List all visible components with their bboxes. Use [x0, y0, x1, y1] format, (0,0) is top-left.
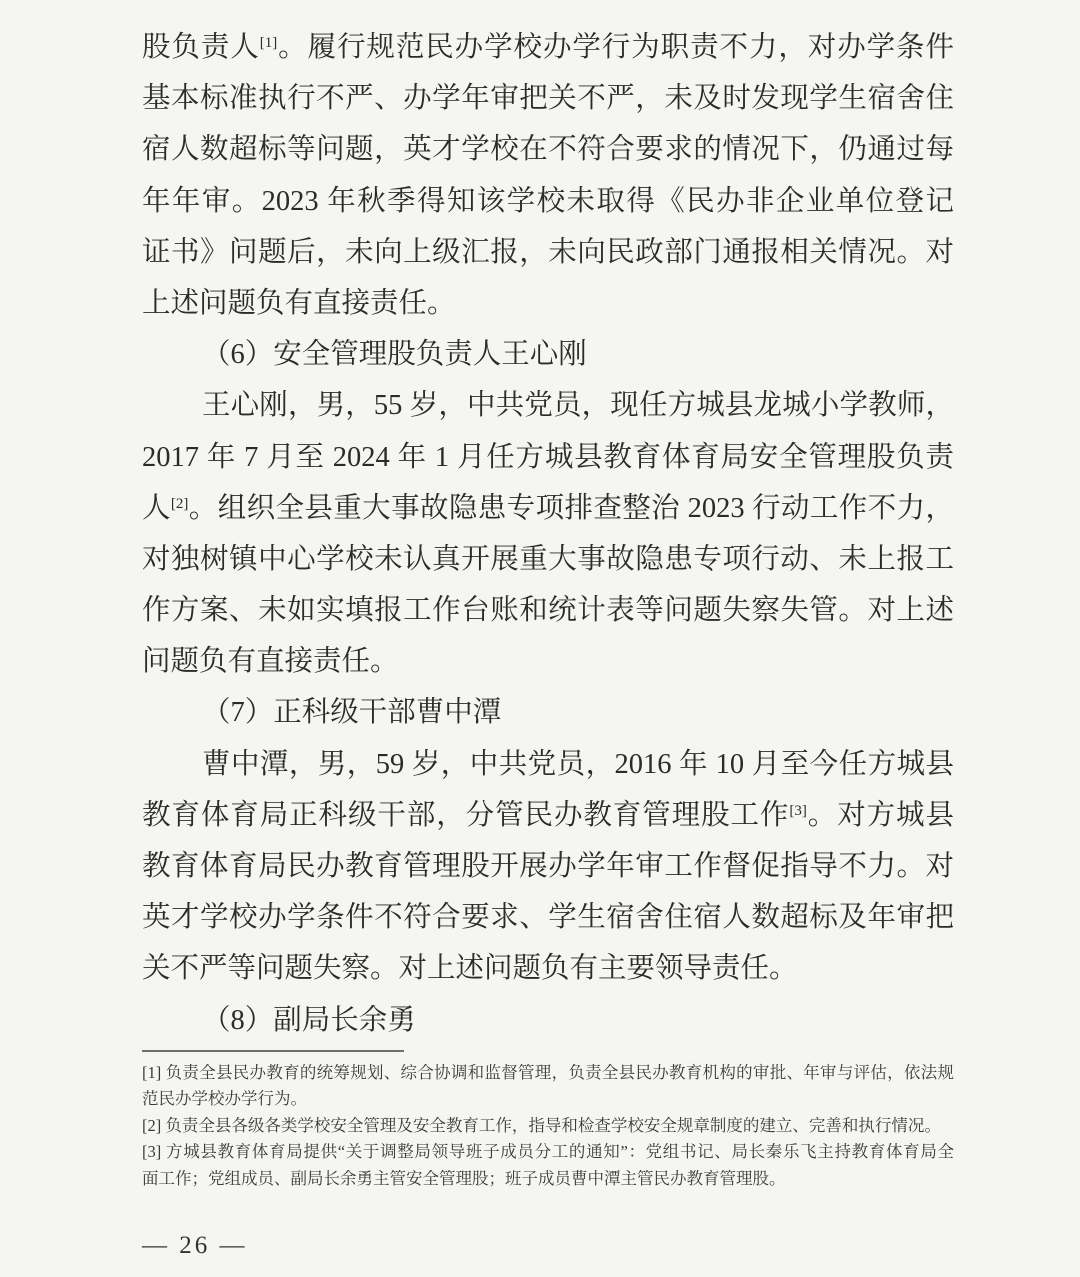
text-segment: 曹中潭，男，59 岁，中共党员，2016 年 10 月至今任方城县 — [202, 748, 954, 780]
text-segment: （6）安全管理股负责人王心刚 — [202, 339, 587, 371]
section-heading — [142, 329, 954, 380]
text-segment: 教育体育局民办教育管理股开展办学年审工作督促指导不力。对 — [142, 851, 954, 882]
text-segment: 教育体育局正科级干部，分管民办教育管理股工作 — [142, 799, 790, 831]
footnotes — [142, 1060, 954, 1192]
text-segment: 面工作；党组成员、副局长余勇主管安全管理股；班子成员曹中潭主管民办教育管理股。 — [142, 1168, 786, 1188]
footnote-line — [142, 1166, 954, 1192]
text-segment: 关不严等问题失察。对上述问题负有主要领导责任。 — [142, 953, 798, 985]
body-line — [142, 636, 954, 687]
body-line — [142, 790, 954, 841]
footnote-line — [142, 1139, 954, 1165]
body-line — [142, 841, 954, 892]
footnote-ref: [1] — [259, 35, 278, 51]
footnote-ref: [3] — [789, 802, 807, 819]
text-segment: 问题负有直接责任。 — [142, 646, 399, 678]
footnote-separator — [142, 1050, 404, 1052]
body-line — [142, 943, 954, 994]
section-heading — [142, 687, 954, 738]
page-number: — 26 — — [142, 1232, 248, 1259]
body-line — [142, 176, 954, 227]
body-line — [142, 739, 954, 790]
footnote-line — [142, 1060, 954, 1086]
text-segment: 英才学校办学条件不符合要求、学生宿舍住宿人数超标及年审把 — [142, 902, 954, 934]
footnote-line — [142, 1113, 954, 1139]
body-line — [142, 73, 954, 124]
body-line — [142, 483, 954, 534]
text-segment: 股负责人 — [142, 32, 260, 63]
text-segment: 上述问题负有直接责任。 — [142, 287, 456, 319]
text-segment: 证书》问题后，未向上级汇报，未向民政部门通报相关情况。对 — [142, 236, 954, 268]
text-segment: 宿人数超标等问题，英才学校在不符合要求的情况下，仍通过每 — [142, 134, 954, 166]
text-segment: 范民办学校办学行为。 — [142, 1089, 307, 1109]
footnote-line — [142, 1086, 954, 1112]
text-segment: 。组织全县重大事故隐患专项排查整治 2023 行动工作不力， — [188, 492, 954, 524]
document-body — [142, 22, 954, 1046]
body-line — [142, 432, 954, 483]
body-line — [142, 585, 954, 636]
text-segment: （7）正科级干部曹中潭 — [202, 697, 502, 729]
body-line — [142, 278, 954, 329]
text-segment: [2] 负责全县各级各类学校安全管理及安全教育工作，指导和检查学校安全规章制度的建立、完善和执行情况。 — [142, 1115, 941, 1135]
body-line — [142, 892, 954, 943]
body-line — [142, 22, 954, 73]
text-segment: [3] 方城县教育体育局提供“关于调整局领导班子成员分工的通知”：党组书记、局长秦乐飞主持教育体育局全 — [142, 1142, 954, 1162]
body-line — [142, 534, 954, 585]
section-heading — [142, 995, 954, 1046]
text-segment: 作方案、未如实填报工作台账和统计表等问题失察失管。对上述 — [142, 595, 954, 627]
text-segment: 2017 年 7 月至 2024 年 1 月任方城县教育体育局安全管理股负责 — [142, 441, 954, 473]
text-segment: 。履行规范民办学校办学行为职责不力，对办学条件 — [277, 32, 954, 63]
text-segment: 年年审。2023 年秋季得知该学校未取得《民办非企业单位登记 — [142, 185, 954, 217]
footnote-ref: [2] — [170, 495, 189, 512]
text-segment: [1] 负责全县民办教育的统筹规划、综合协调和监督管理，负责全县民办教育机构的审批、年审与评估，依法规 — [142, 1063, 954, 1082]
body-line — [142, 124, 954, 175]
body-line — [142, 227, 954, 278]
text-segment: 人 — [142, 492, 171, 524]
body-line — [142, 380, 954, 431]
text-segment: 对独树镇中心学校未认真开展重大事故隐患专项行动、未上报工 — [142, 543, 954, 575]
text-segment: （8）副局长余勇 — [202, 1004, 416, 1036]
text-segment: 基本标准执行不严、办学年审把关不严，未及时发现学生宿舍住 — [142, 83, 954, 115]
text-segment: 王心刚，男，55 岁，中共党员，现任方城县龙城小学教师， — [202, 390, 954, 422]
text-segment: 。对方城县 — [806, 799, 954, 831]
